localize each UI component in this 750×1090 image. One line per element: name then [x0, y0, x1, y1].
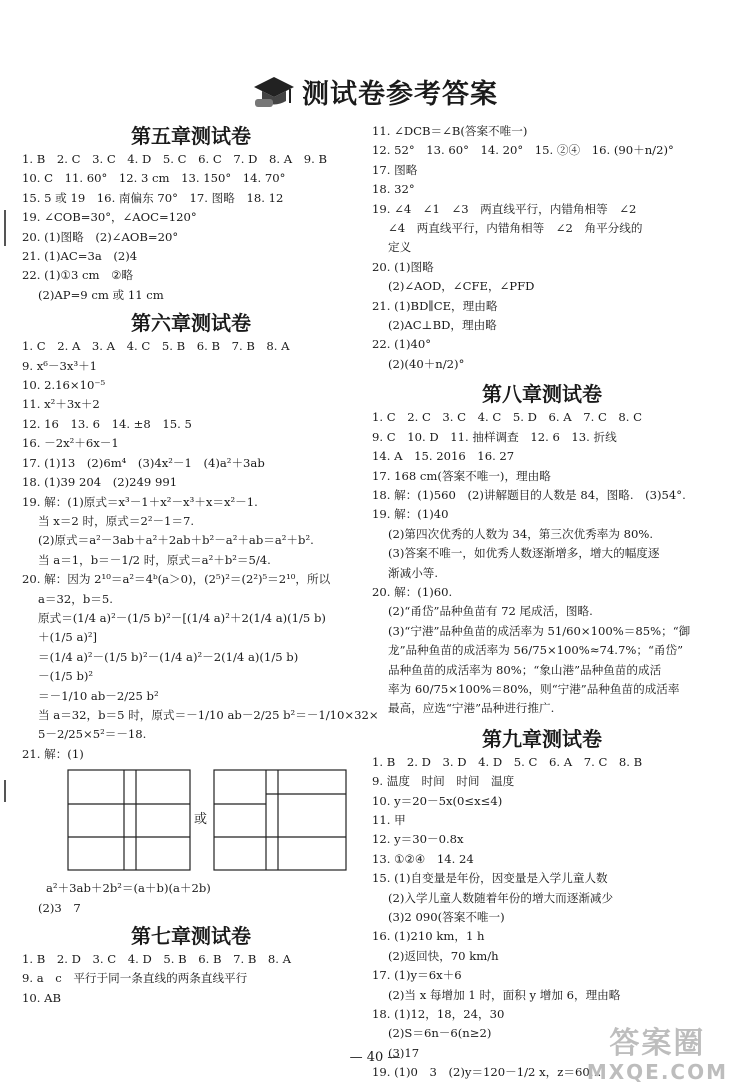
- answer-line: 22. (1)①3 cm ②略: [22, 268, 134, 283]
- answer-line: 20. 解：因为 2¹⁰＝a²＝4ᵇ(a＞0)，(2⁵)²＝(2²)⁵＝2¹⁰，所以: [22, 572, 331, 587]
- answer-line: 9. x⁶－3x³＋1: [22, 358, 98, 373]
- answer-line: 10. y＝20－5x(0≤x≤4): [372, 793, 503, 808]
- answer-line: 12. 52° 13. 60° 14. 20° 15. ②④ 16. (90＋n/2)°: [372, 143, 674, 158]
- answer-line: 1. C 2. C 3. C 4. C 5. D 6. A 7. C 8. C: [372, 410, 643, 425]
- answer-line: (2)返回快，70 km/h: [388, 948, 499, 963]
- answer-line: ＝(1/4 a)²－(1/5 b)²－(1/4 a)²－2(1/4 a)(1/5 b): [38, 649, 299, 664]
- answer-line: (2)AC⊥BD，理由略: [388, 318, 497, 333]
- answer-line: 11. x²＋3x＋2: [22, 397, 100, 412]
- answer-line: 22. (1)40°: [372, 337, 432, 352]
- answer-line: 1. C 2. A 3. A 4. C 5. B 6. B 7. B 8. A: [22, 339, 290, 354]
- answer-line: 18. 32°: [372, 182, 415, 197]
- answer-line: 5－2/25×5²＝－18.: [38, 727, 147, 742]
- answer-line: 17. 图略: [372, 162, 418, 177]
- answer-line: 品种鱼苗的成活率为 80%；“象山港”品种鱼苗的成活: [388, 662, 662, 677]
- answer-line: 20. (1)图略: [372, 259, 434, 274]
- margin-mark: [4, 780, 6, 802]
- answer-line: 16. －2x²＋6x－1: [22, 436, 119, 451]
- answer-line: 19. ∠4 ∠1 ∠3 两直线平行，内错角相等 ∠2: [372, 201, 637, 216]
- answer-line: 9. C 10. D 11. 抽样调查 12. 6 13. 折线: [372, 429, 617, 444]
- answer-line: 龙”品种鱼苗的成活率为 56/75×100%≈74.7%；“甬岱”: [388, 643, 684, 658]
- chapter8-heading: 第八章测试卷: [482, 382, 602, 407]
- answer-line: 19. 解：(1)原式＝x³－1＋x²－x³＋x＝x²－1.: [22, 494, 258, 509]
- answer-line: 12. 16 13. 6 14. ±8 15. 5: [22, 416, 192, 431]
- answer-line: 17. (1)y＝6x＋6: [372, 968, 462, 983]
- answer-line: (3)2 090(答案不唯一): [388, 910, 505, 925]
- graduation-cap-icon: [252, 75, 296, 116]
- answer-line: (2)原式＝a²－3ab＋a²＋2ab＋b²－a²＋ab＝a²＋b².: [38, 533, 314, 548]
- answer-line: (2)S＝6n－6(n≥2): [388, 1026, 492, 1041]
- or-label: 或: [194, 812, 208, 828]
- answer-line: (3)“宁港”品种鱼苗的成活率为 51/60×100%＝85%；“御: [388, 623, 691, 638]
- answer-line: ＝－1/10 ab－2/25 b²: [38, 688, 159, 703]
- answer-line: 10. C 11. 60° 12. 3 cm 13. 150° 14. 70°: [22, 171, 286, 186]
- right-column: [372, 122, 712, 1083]
- answer-line: 21. (1)AC=3a (2)4: [22, 249, 138, 264]
- answer-line: 19. 解：(1)40: [372, 507, 449, 522]
- chapter9-heading: 第九章测试卷: [482, 726, 602, 751]
- margin-mark: [4, 210, 6, 246]
- answer-line: (2)入学儿童人数随着年份的增大而逐渐减少: [388, 890, 614, 905]
- answer-line: 15. (1)自变量是年份，因变量是入学儿童人数: [372, 871, 608, 886]
- answer-line: 15. 5 或 19 16. 南偏东 70° 17. 图略 18. 12: [22, 190, 284, 205]
- answer-line: －(1/5 b)²: [38, 669, 94, 684]
- page-number: — 40 —: [349, 1050, 401, 1065]
- title-text: 测试卷参考答案: [302, 79, 498, 110]
- answer-line: 20. 解：(1)60.: [372, 584, 453, 599]
- answer-line: 21. 解：(1): [22, 746, 84, 761]
- chapter7-heading: 第七章测试卷: [131, 924, 251, 948]
- answer-line: 10. 2.16×10⁻⁵: [22, 378, 106, 393]
- answer-line: 渐减小等.: [388, 565, 439, 580]
- answer-line: 9. a c 平行于同一条直线的两条直线平行: [22, 971, 248, 986]
- answer-line: (2)AP=9 cm 或 11 cm: [38, 287, 164, 302]
- answer-line: 18. (1)39 204 (2)249 991: [22, 475, 178, 490]
- answer-line: (2)当 x 每增加 1 时，面积 y 增加 6，理由略: [388, 987, 621, 1002]
- answer-line: 1. B 2. D 3. D 4. D 5. C 6. A 7. C 8. B: [372, 754, 643, 769]
- answer-line: 16. (1)210 km，1 h: [372, 929, 485, 944]
- answer-line: 21. (1)BD∥CE，理由略: [372, 298, 498, 313]
- answer-line: 12. y＝30－0.8x: [372, 832, 464, 847]
- answer-line: 17. (1)13 (2)6m⁴ (3)4x²－1 (4)a²＋3ab: [22, 455, 265, 470]
- chapter5-heading: 第五章测试卷: [131, 124, 251, 148]
- answer-line: 9. 温度 时间 时间 温度: [372, 774, 515, 789]
- formula-line: a²＋3ab＋2b²＝(a＋b)(a＋2b): [46, 881, 211, 896]
- answer-line: 17. 168 cm(答案不唯一)，理由略: [372, 468, 551, 483]
- answer-line: 1. B 2. D 3. C 4. D 5. B 6. B 7. B 8. A: [22, 952, 292, 966]
- answer-line: 率为 60/75×100%＝80%，则“宁港”品种鱼苗的成活率: [388, 681, 680, 696]
- answer-line: a＝32，b＝5.: [38, 591, 113, 606]
- answer-line: 原式＝(1/4 a)²－(1/5 b)²－[(1/4 a)²＋2(1/4 a)(1/5 b): [38, 610, 326, 625]
- answer-line: (2)第四次优秀的人数为 34，第三次优秀率为 80%.: [388, 526, 654, 541]
- answer-line: 定义: [388, 240, 412, 255]
- answer-line: (2)(40＋n/2)°: [388, 356, 465, 371]
- answer-line: 当 x＝2 时，原式＝2²－1＝7.: [38, 513, 195, 528]
- answer-line: 19. ∠COB=30°，∠AOC=120°: [22, 210, 197, 225]
- answer-line: 11. ∠DCB＝∠B(答案不唯一): [372, 124, 528, 138]
- answer-line: 13. ①②④ 14. 24: [372, 851, 474, 866]
- answer-line: 当 a＝1，b＝－1/2 时，原式＝a²＋b²＝5/4.: [38, 552, 271, 567]
- answer-line: 18. 解：(1)560 (2)讲解题目的人数是 84，图略. (3)54°.: [372, 487, 686, 502]
- watermark-url: MXQE.COM: [586, 1060, 728, 1084]
- left-column: [22, 122, 379, 1008]
- answer-line: 当 a＝32，b＝5 时，原式＝－1/10 ab－2/25 b²＝－1/10×32×: [38, 707, 379, 722]
- answer-line: 14. A 15. 2016 16. 27: [372, 449, 515, 464]
- answer-line: 19. (1)0 3 (2)y＝120－1/2 x，z＝60…: [372, 1065, 602, 1080]
- answer-line: 20. (1)图略 (2)∠AOB=20°: [22, 229, 179, 244]
- answer-line: (3)17: [388, 1045, 420, 1060]
- answer-line: ∠4 两直线平行，内错角相等 ∠2 角平分线的: [388, 221, 643, 236]
- answer-line: (2)“甬岱”品种鱼苗有 72 尾成活，图略.: [388, 604, 593, 619]
- answer-line: 10. AB: [22, 990, 62, 1005]
- answer-line: 最高，应选“宁港”品种进行推广.: [388, 701, 555, 716]
- watermark-text: 答案圈: [609, 1026, 706, 1061]
- answer-line: 1. B 2. C 3. C 4. D 5. C 6. C 7. D 8. A 9. B: [22, 152, 327, 166]
- answer-line: (2)3 7: [38, 900, 81, 915]
- page-title: [0, 72, 750, 116]
- answer-line: 18. (1)12，18，24，30: [372, 1007, 505, 1022]
- rectangle-diagram: [22, 764, 360, 879]
- answer-line: 11. 甲: [372, 813, 406, 827]
- chapter6-heading: 第六章测试卷: [131, 311, 251, 336]
- answer-line: ＋(1/5 a)²]: [38, 630, 98, 645]
- answer-line: (2)∠AOD，∠CFE，∠PFD: [388, 279, 535, 294]
- answer-line: (3)答案不唯一，如优秀人数逐渐增多，增大的幅度逐: [388, 546, 660, 561]
